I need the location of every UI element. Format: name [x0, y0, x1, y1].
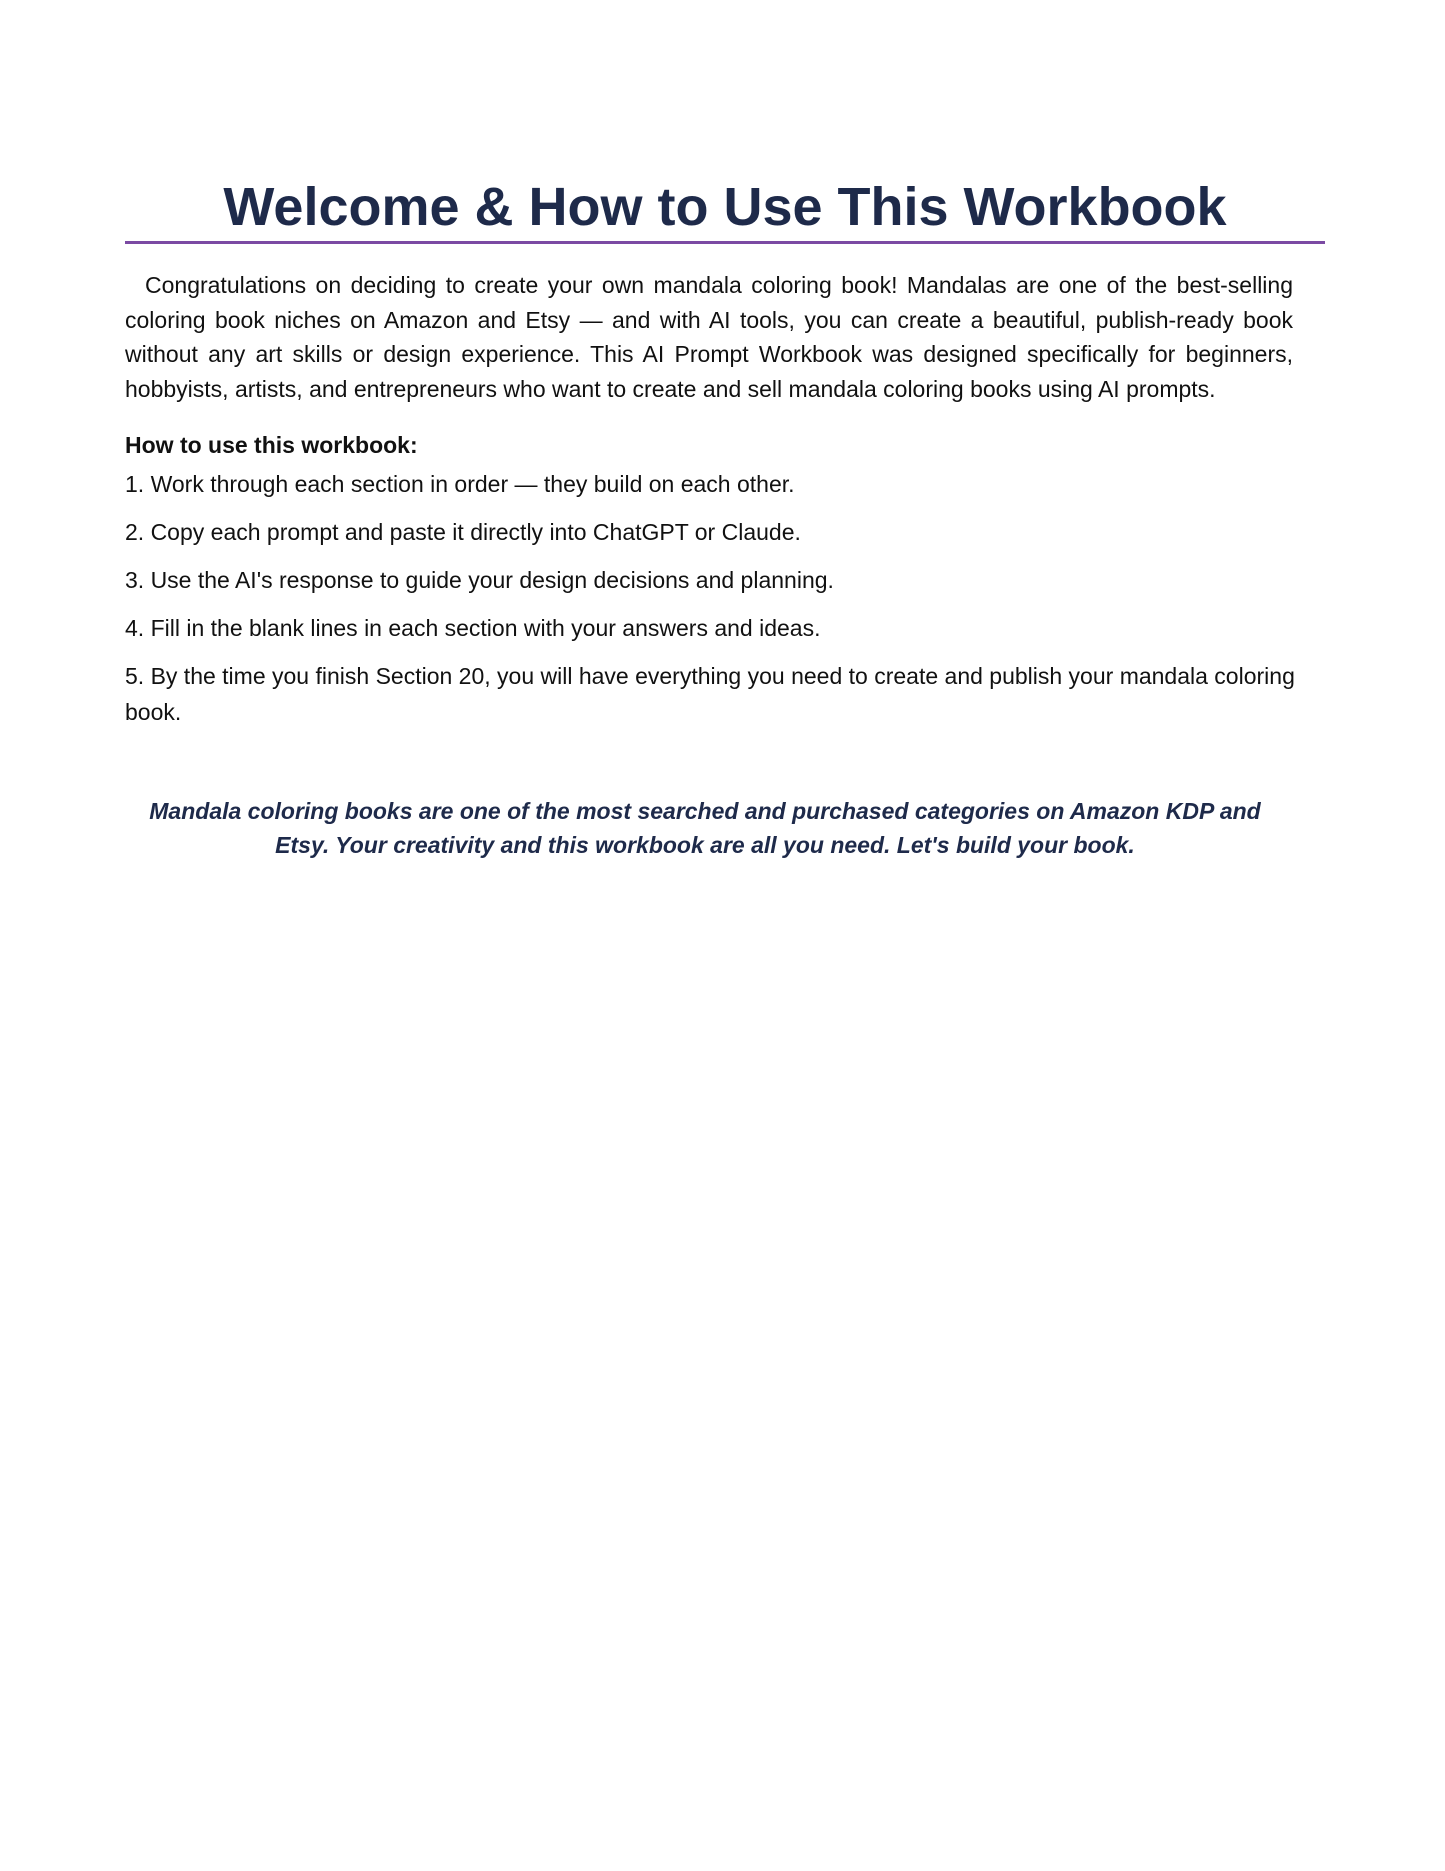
page-title: Welcome & How to Use This Workbook	[125, 175, 1325, 244]
intro-paragraph: Congratulations on deciding to create your own mandala coloring book! Mandalas are one of the best-selling coloring book niches on Amazon and Etsy — and with AI tools, you can create a beautiful, publish-ready book without any art skills or design experience. This AI Prompt Workbook was designed specifically for beginners, hobbyists, artists, and entrepreneurs who want to create and sell mandala coloring books using AI prompts.	[125, 272, 1293, 402]
steps-list	[125, 466, 1325, 730]
howto-heading: How to use this workbook:	[125, 432, 418, 458]
page-content	[125, 175, 1325, 862]
list-item: 3. Use the AI's response to guide your design decisions and planning.	[125, 567, 834, 593]
closing-note: Mandala coloring books are one of the most searched and purchased categories on Amazon KDP and Etsy. Your creativity and this workbook are all you need. Let's build your book.	[149, 798, 1261, 858]
list-item: 1. Work through each section in order — they build on each other.	[125, 471, 795, 497]
list-item: 2. Copy each prompt and paste it directly into ChatGPT or Claude.	[125, 519, 801, 545]
list-item: 4. Fill in the blank lines in each section with your answers and ideas.	[125, 615, 821, 641]
list-item: 5. By the time you finish Section 20, you will have everything you need to create and publish your mandala coloring book.	[125, 663, 1295, 725]
